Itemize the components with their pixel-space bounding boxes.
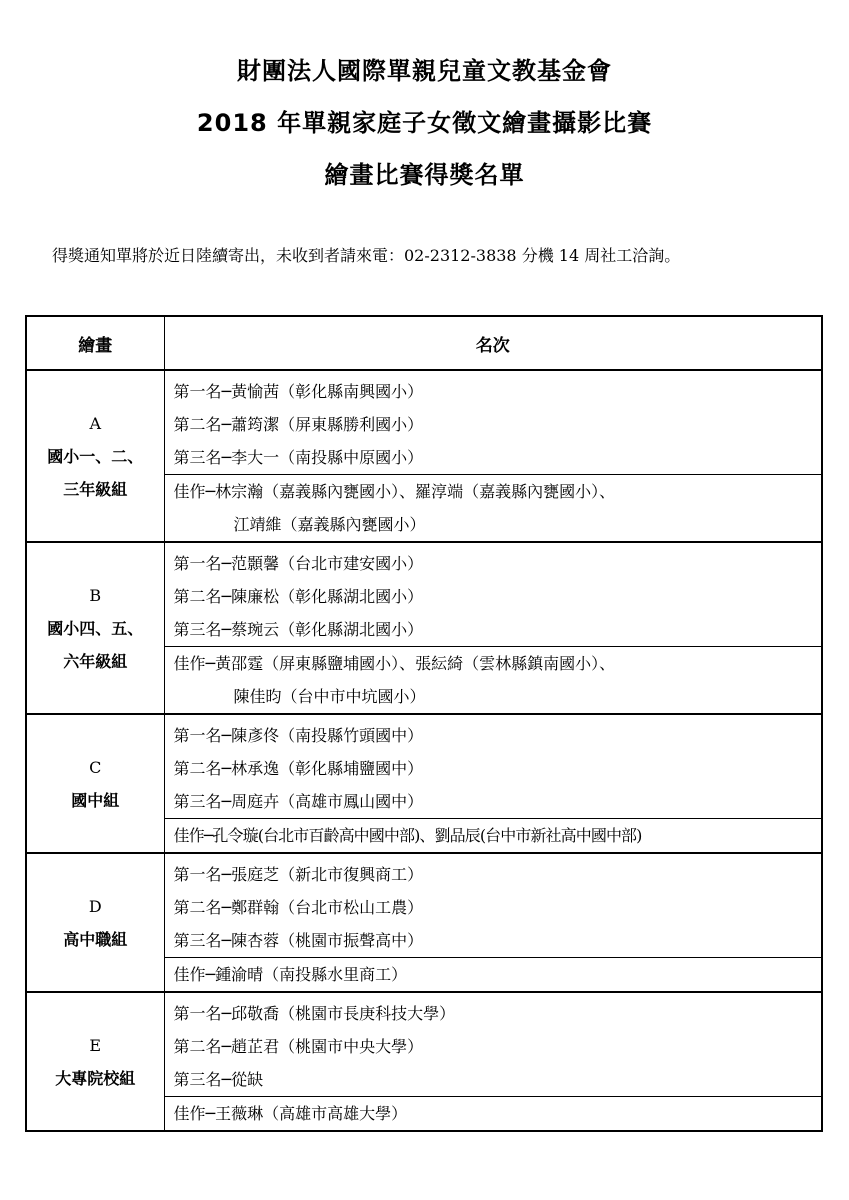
rank-third: 第三名─周庭卉（高雄市鳳山國中） <box>173 792 424 811</box>
rank-third: 第三名─從缺 <box>173 1070 264 1089</box>
group-a-honorable <box>164 475 822 543</box>
group-name: 國小四、五、 <box>47 618 144 638</box>
group-d-ranks-row <box>26 853 822 958</box>
table-header-row <box>26 316 822 370</box>
honorable-mention: 佳作─林宗瀚（嘉義縣內甕國小）、羅淳端（嘉義縣內甕國小）、 <box>173 482 616 501</box>
rank-first: 第一名─陳彥佟（南投縣竹頭國中） <box>173 726 424 745</box>
competition-title: 2018 年單親家庭子女徵文繪畫攝影比賽 <box>196 109 653 137</box>
group-name: 高中職組 <box>63 929 128 949</box>
rank-second: 第二名─陳廉松（彰化縣湖北國小） <box>173 587 424 606</box>
rank-second: 第二名─蕭筠潔（屏東縣勝利國小） <box>173 415 424 434</box>
list-title: 繪畫比賽得獎名單 <box>324 161 525 189</box>
rank-first: 第一名─黃愉茜（彰化縣南興國小） <box>173 382 424 401</box>
group-a-category <box>26 370 164 542</box>
honorable-mention-cont: 陳佳昀（台中市中坑國小） <box>233 687 426 706</box>
group-e-honorable <box>164 1097 822 1132</box>
honorable-mention: 佳作─黃邵霆（屏東縣鹽埔國小）、張紜綺（雲林縣鎮南國小）、 <box>173 654 616 673</box>
group-d-ranks <box>164 853 822 958</box>
rank-first: 第一名─范顥馨（台北市建安國小） <box>173 554 424 573</box>
group-letter: B <box>89 585 102 605</box>
group-d-honorable <box>164 958 822 993</box>
rank-third: 第三名─李大一（南投縣中原國小） <box>173 448 424 467</box>
honorable-mention-cont: 江靖維（嘉義縣內甕國小） <box>233 515 426 534</box>
group-b-category <box>26 542 164 714</box>
group-letter: E <box>89 1035 102 1055</box>
group-e-ranks <box>164 992 822 1097</box>
group-name: 大專院校組 <box>55 1068 136 1088</box>
group-b-ranks-row <box>26 542 822 647</box>
group-letter: A <box>89 413 102 433</box>
group-c-honorable <box>164 819 822 854</box>
group-name-cont: 三年級組 <box>63 479 128 499</box>
group-letter: D <box>88 896 102 916</box>
rank-third: 第三名─陳杏蓉（桃園市振聲高中） <box>173 931 424 950</box>
group-a-ranks <box>164 370 822 475</box>
group-name-cont: 六年級組 <box>63 651 128 671</box>
document-header <box>0 56 849 212</box>
group-name: 國小一、二、 <box>47 446 144 466</box>
column-header-rank: 名次 <box>164 316 822 370</box>
honorable-mention: 佳作─王薇琳（高雄市高雄大學） <box>173 1104 408 1123</box>
group-e-ranks-row <box>26 992 822 1097</box>
rank-third: 第三名─蔡琬云（彰化縣湖北國小） <box>173 620 424 639</box>
group-b-ranks <box>164 542 822 647</box>
group-name: 國中組 <box>71 790 120 810</box>
rank-first: 第一名─張庭芝（新北市復興商工） <box>173 865 424 884</box>
rank-second: 第二名─趙芷君（桃園市中央大學） <box>173 1037 424 1056</box>
group-a-ranks-row <box>26 370 822 475</box>
group-b-honorable <box>164 647 822 715</box>
group-c-ranks <box>164 714 822 819</box>
organization-title: 財團法人國際單親兒童文教基金會 <box>237 57 612 85</box>
honorable-mention: 佳作─孔令璇(台北市百齡高中國中部)、劉品辰(台中市新社高中國中部) <box>173 826 642 845</box>
honorable-mention: 佳作─鍾渝晴（南投縣水里商工） <box>173 965 408 984</box>
column-header-category: 繪畫 <box>26 316 164 370</box>
group-c-ranks-row <box>26 714 822 819</box>
awards-table <box>25 315 823 1132</box>
group-d-category <box>26 853 164 992</box>
group-letter: C <box>89 757 102 777</box>
group-c-category <box>26 714 164 853</box>
rank-second: 第二名─林承逸（彰化縣埔鹽國中） <box>173 759 424 778</box>
rank-first: 第一名─邱敬喬（桃園市長庚科技大學） <box>173 1004 456 1023</box>
group-e-category <box>26 992 164 1131</box>
rank-second: 第二名─鄭群翰（台北市松山工農） <box>173 898 424 917</box>
notice-paragraph: 得獎通知單將於近日陸續寄出，未收到者請來電：02-2312-3838 分機 14 周社工洽詢。 <box>52 246 681 265</box>
